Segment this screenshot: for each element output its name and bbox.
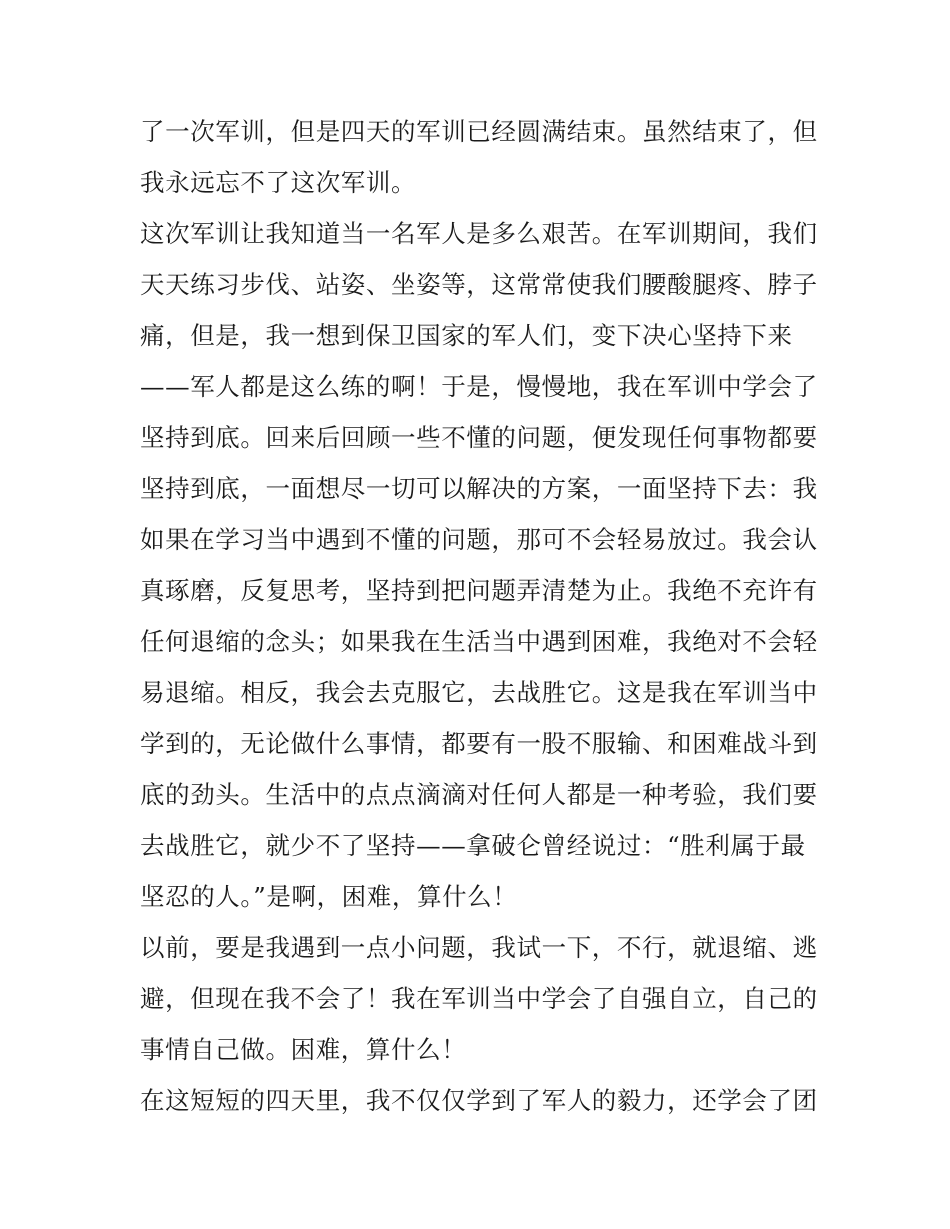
text-line: 坚持到底。回来后回顾一些不懂的问题，便发现任何事物都要 <box>140 423 818 452</box>
text-line: 天天练习步伐、站姿、坐姿等，这常常使我们腰酸腿疼、脖子 <box>140 270 818 299</box>
text-line: 在这短短的四天里，我不仅仅学到了军人的毅力，还学会了团 <box>140 1086 818 1115</box>
text-line: 去战胜它，就少不了坚持——拿破仑曾经说过：“胜利属于最 <box>140 831 806 860</box>
text-line: 真琢磨，反复思考，坚持到把问题弄清楚为止。我绝不充许有 <box>140 576 818 605</box>
text-line: 学到的，无论做什么事情，都要有一股不服输、和困难战斗到 <box>140 729 818 758</box>
body-text <box>140 106 820 1126</box>
text-line: 坚忍的人。”是啊，困难，算什么！ <box>140 882 518 911</box>
text-line: 这次军训让我知道当一名军人是多么艰苦。在军训期间，我们 <box>140 219 818 248</box>
text-line: 我永远忘不了这次军训。 <box>140 168 417 197</box>
text-line: ——军人都是这么练的啊！于是，慢慢地，我在军训中学会了 <box>140 372 818 401</box>
text-line: 痛，但是，我一想到保卫国家的军人们，变下决心坚持下来 <box>140 321 793 350</box>
text-line: 以前，要是我遇到一点小问题，我试一下，不行，就退缩、逃 <box>140 933 818 962</box>
text-line: 了一次军训，但是四天的军训已经圆满结束。虽然结束了，但 <box>140 117 818 146</box>
text-line: 事情自己做。困难，算什么！ <box>140 1035 467 1064</box>
text-line: 坚持到底，一面想尽一切可以解决的方案，一面坚持下去：我 <box>140 474 818 503</box>
text-line: 底的劲头。生活中的点点滴滴对任何人都是一种考验，我们要 <box>140 780 818 809</box>
text-line: 易退缩。相反，我会去克服它，去战胜它。这是我在军训当中 <box>140 678 818 707</box>
text-line: 任何退缩的念头；如果我在生活当中遇到困难，我绝对不会轻 <box>140 627 818 656</box>
text-line: 避，但现在我不会了！我在军训当中学会了自强自立，自己的 <box>140 984 818 1013</box>
text-line: 如果在学习当中遇到不懂的问题，那可不会轻易放过。我会认 <box>140 525 818 554</box>
